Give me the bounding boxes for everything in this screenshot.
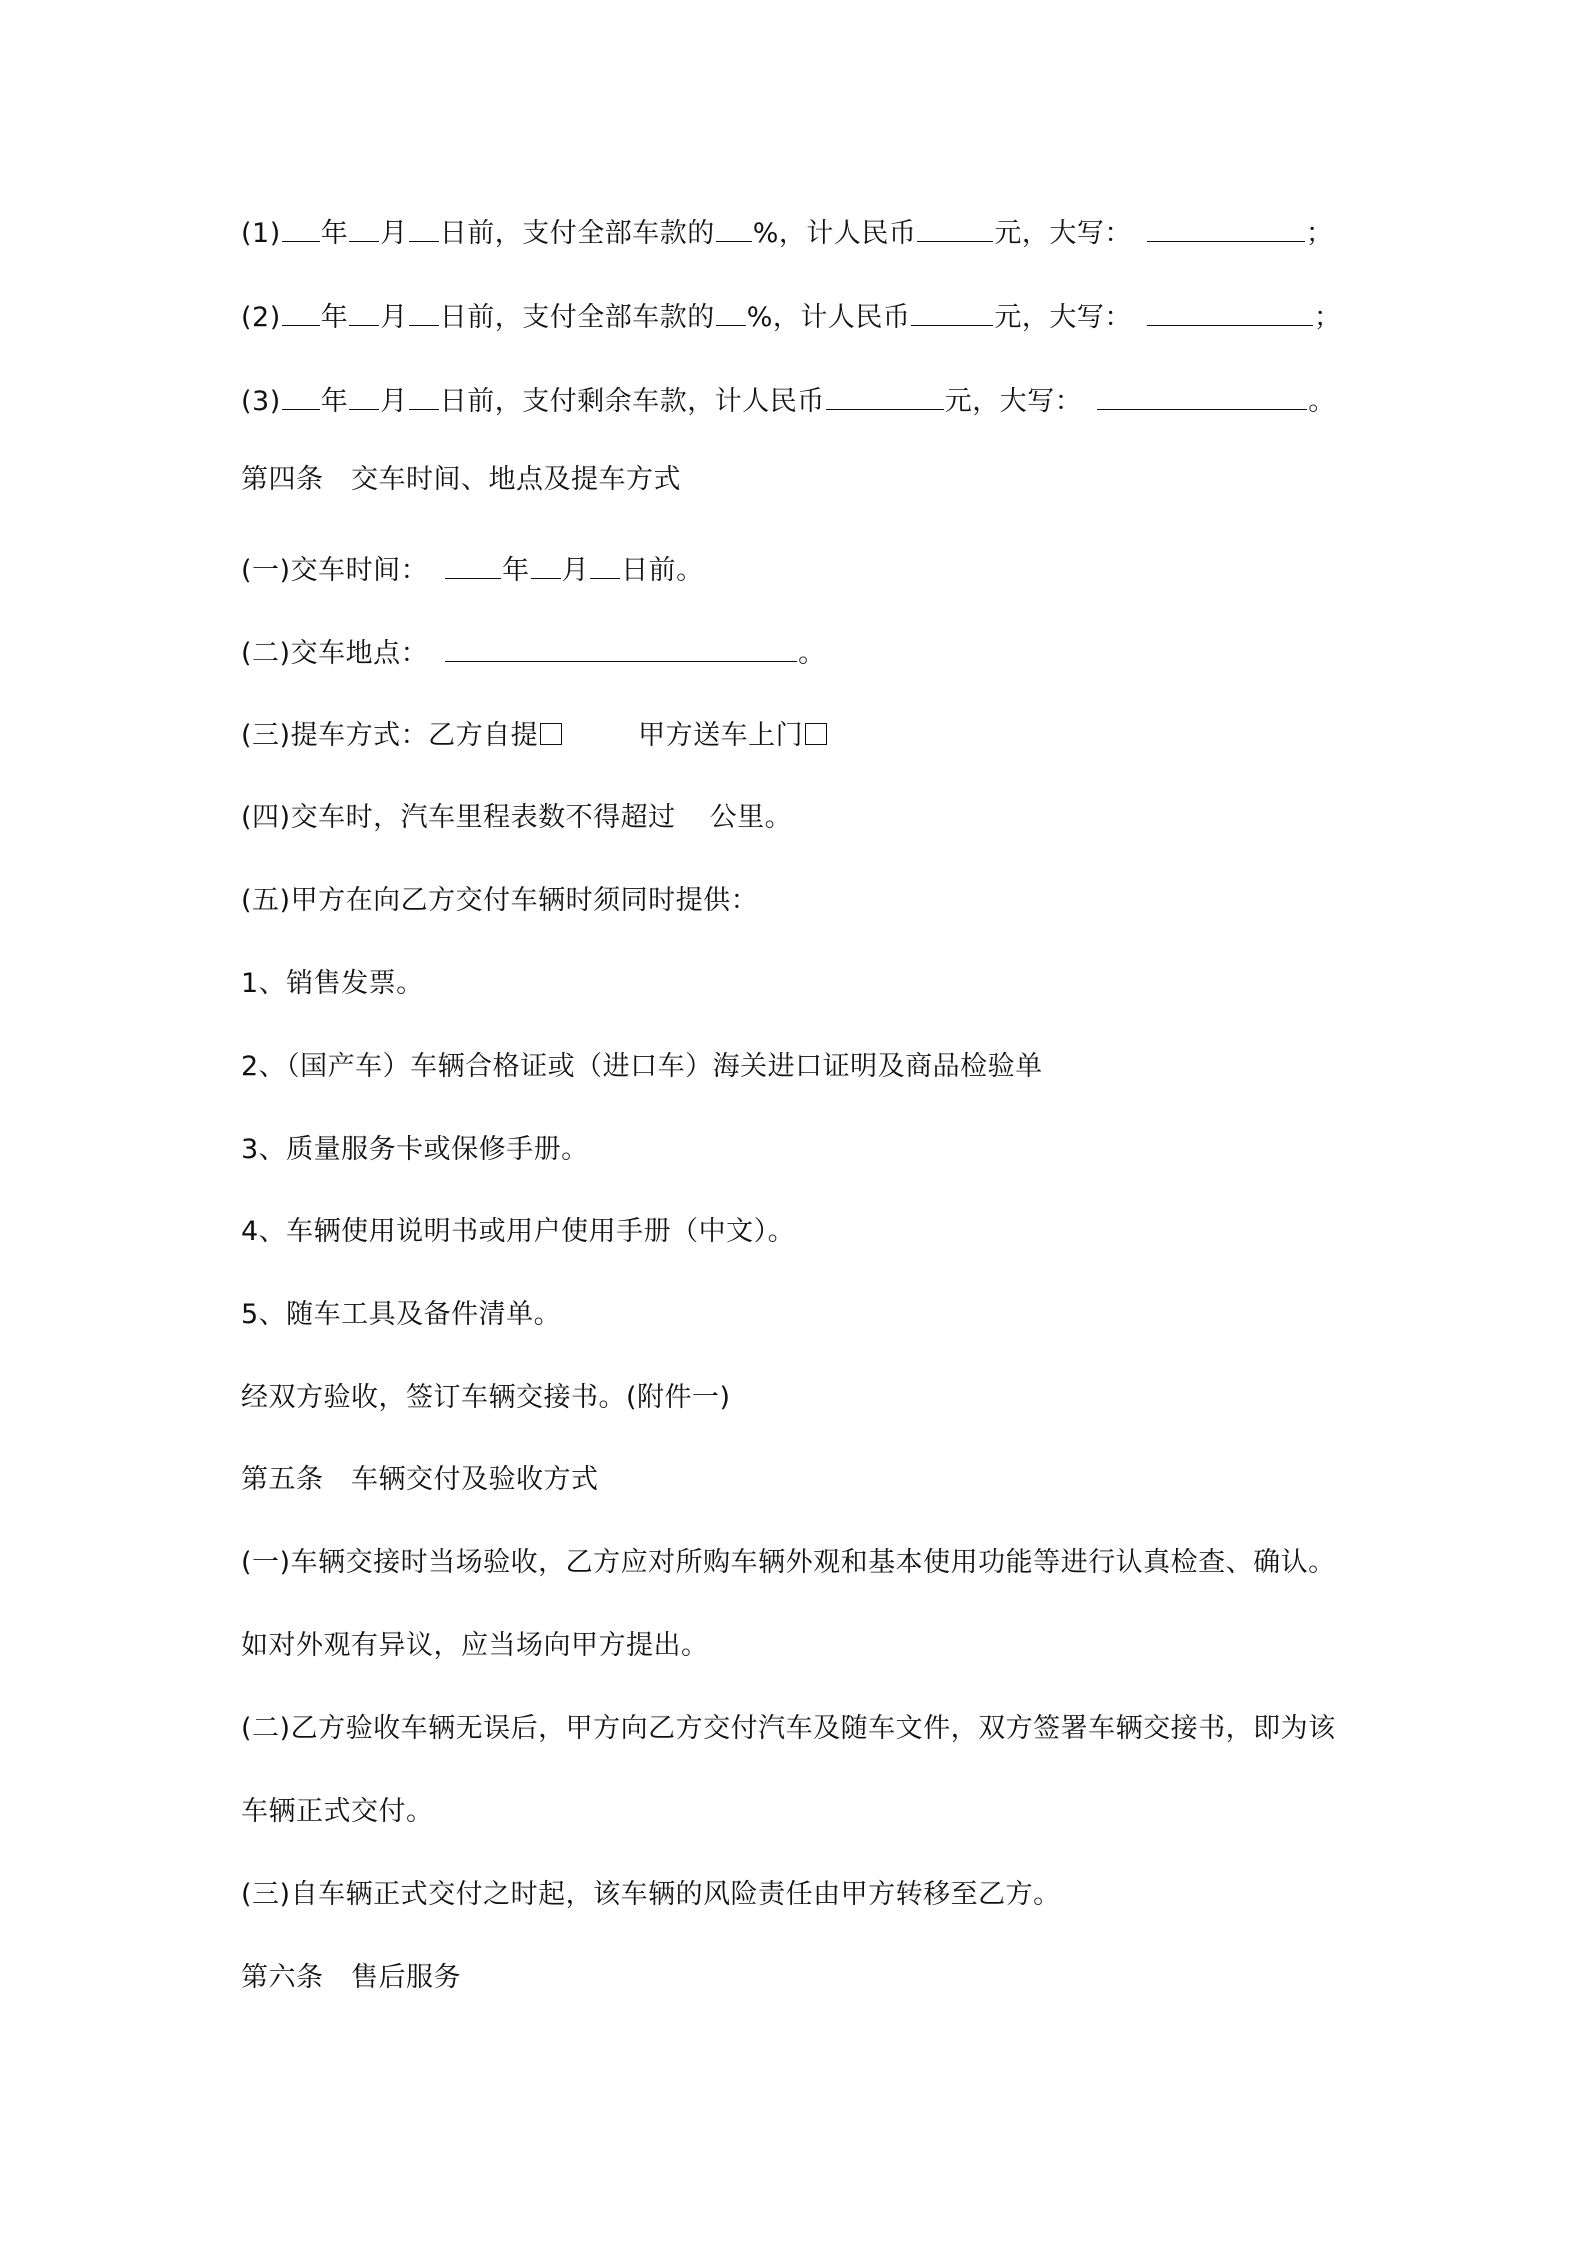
delivery-place-line [241,636,826,672]
payment-number: (3) [241,386,281,417]
percent-text: %，计人民币 [746,302,911,333]
article-5-item-2-line-1: (二)乙方验收车辆无误后，甲方向乙方交付汽车及随车文件，双方签署车辆交接书，即为该 [241,1713,1336,1744]
line-end: ； [1305,218,1334,249]
blank-year[interactable] [445,554,501,579]
payment-number: (1) [241,218,281,249]
document-item-3: 3、质量服务卡或保修手册。 [241,1134,589,1165]
year-label: 年 [320,386,349,417]
home-delivery-checkbox[interactable] [805,723,827,745]
blank-month[interactable] [349,217,379,242]
document-item-4: 4、车辆使用说明书或用户使用手册（中文）。 [241,1216,796,1247]
mileage-text: (四)交车时，汽车里程表数不得超过 [241,802,676,833]
year-label: 年 [320,218,349,249]
article-5-item-2-line-2: 车辆正式交付。 [241,1796,434,1827]
blank-amount-words[interactable] [1097,385,1307,410]
payment-line-1 [241,216,1333,252]
blank-month[interactable] [349,301,379,326]
blank-percent[interactable] [716,217,752,242]
blank-day[interactable] [409,301,439,326]
article-4-heading: 第四条 交车时间、地点及提车方式 [241,464,681,495]
line-end: ； [1313,302,1342,333]
blank-day[interactable] [409,217,439,242]
article-5-item-1-line-1: (一)车辆交接时当场验收，乙方应对所购车辆外观和基本使用功能等进行认真检查、确认。 [241,1547,1336,1578]
mileage-line [241,800,792,836]
blank-year[interactable] [282,217,320,242]
blank-amount[interactable] [911,301,993,326]
delivery-time-line [241,553,704,589]
line-end: 。 [798,638,826,669]
pickup-method-label: (三)提车方式： [241,720,429,751]
month-label: 月 [380,302,408,333]
self-pickup-checkbox[interactable] [540,723,562,745]
blank-month[interactable] [531,554,561,579]
day-text: 日前，支付全部车款的 [439,302,715,333]
day-text: 日前，支付全部车款的 [439,218,715,249]
option-home-delivery: 甲方送车上门 [638,720,804,751]
year-label: 年 [502,555,530,586]
mileage-unit: 公里。 [709,802,793,833]
payment-number: (2) [241,302,281,333]
document-item-1: 1、销售发票。 [241,968,424,999]
yuan-text: 元，大写： [944,386,1083,417]
year-label: 年 [320,302,349,333]
blank-year[interactable] [282,385,320,410]
delivery-place-label: (二)交车地点： [241,638,429,669]
pickup-method-line [241,718,827,754]
blank-day[interactable] [590,554,620,579]
payment-line-2 [241,300,1341,336]
blank-amount-words[interactable] [1147,217,1305,242]
percent-text: %，计人民币 [752,218,917,249]
blank-month[interactable] [349,385,379,410]
payment-line-3 [241,384,1336,420]
article-5-item-3: (三)自车辆正式交付之时起，该车辆的风险责任由甲方转移至乙方。 [241,1879,1061,1910]
day-text: 日前，支付剩余车款，计人民币 [439,386,825,417]
blank-day[interactable] [409,385,439,410]
blank-place[interactable] [445,637,797,662]
month-label: 月 [380,218,408,249]
blank-percent[interactable] [716,301,746,326]
month-label: 月 [380,386,408,417]
blank-year[interactable] [282,301,320,326]
document-item-5: 5、随车工具及备件清单。 [241,1299,562,1330]
delivery-time-label: (一)交车时间： [241,555,429,586]
article-5-heading: 第五条 车辆交付及验收方式 [241,1464,599,1495]
day-label: 日前。 [621,555,704,586]
inspection-note: 经双方验收，签订车辆交接书。(附件一) [241,1382,731,1413]
option-self-pickup: 乙方自提 [428,720,539,751]
yuan-text: 元，大写： [994,302,1132,333]
yuan-text: 元，大写： [994,218,1132,249]
blank-amount[interactable] [826,385,944,410]
blank-amount-words[interactable] [1147,301,1313,326]
article-5-item-1-line-2: 如对外观有异议，应当场向甲方提出。 [241,1630,709,1661]
blank-amount[interactable] [917,217,993,242]
document-item-2: 2、（国产车）车辆合格证或（进口车）海关进口证明及商品检验单 [241,1051,1043,1082]
line-end: 。 [1308,386,1336,417]
provide-intro: (五)甲方在向乙方交付车辆时须同时提供： [241,885,759,916]
article-6-heading: 第六条 售后服务 [241,1962,461,1993]
month-label: 月 [561,555,590,586]
